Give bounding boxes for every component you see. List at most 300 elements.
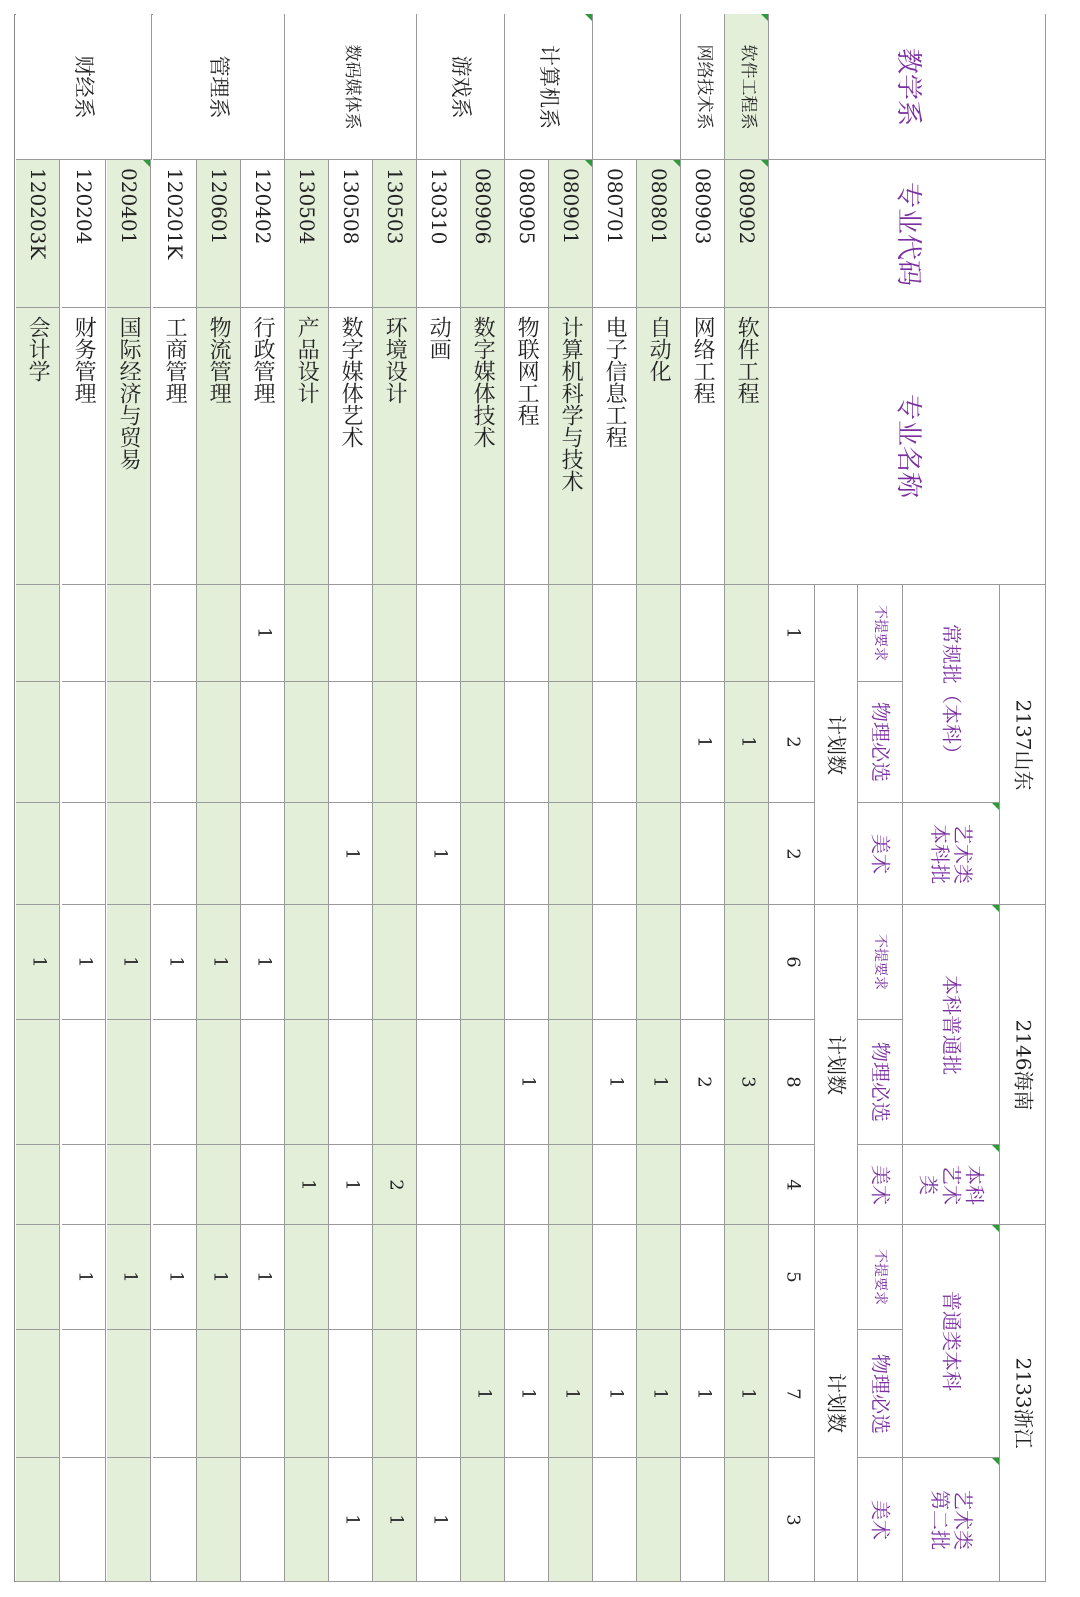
province-name: 2146海南 xyxy=(1011,1019,1035,1110)
value-cell xyxy=(417,1225,461,1330)
plan-count-label: 计划数 xyxy=(824,714,849,775)
value-cell xyxy=(549,1020,593,1145)
value-cell xyxy=(153,1145,197,1225)
value-cell xyxy=(417,905,461,1020)
value-cell xyxy=(373,1020,417,1145)
table-row-name xyxy=(417,308,461,585)
value-cell xyxy=(637,1458,681,1582)
value-cell xyxy=(417,1020,461,1145)
value-cell xyxy=(62,682,106,803)
plan-total-cell xyxy=(769,585,815,682)
department-name: 游戏系 xyxy=(448,55,473,118)
value-cell xyxy=(549,1458,593,1582)
table-row-name xyxy=(241,308,285,585)
value-text: 1 xyxy=(252,1271,274,1283)
table-row-code xyxy=(637,160,681,308)
department-cell xyxy=(285,14,417,160)
table-row-code xyxy=(16,160,60,308)
name-text: 电子信息工程 xyxy=(602,316,628,448)
value-cell xyxy=(16,1225,60,1330)
value-cell xyxy=(549,803,593,905)
name-text: 数字媒体技术 xyxy=(470,316,496,448)
table-row-name xyxy=(329,308,373,585)
code-text: 130503 xyxy=(383,168,407,245)
table-row-code xyxy=(549,160,593,308)
value-text: 1 xyxy=(164,956,186,968)
province-name: 2133浙江 xyxy=(1011,1357,1035,1449)
value-cell xyxy=(461,1225,505,1330)
value-cell xyxy=(16,682,60,803)
requirement-label: 物理必选 xyxy=(868,1353,893,1434)
code-text: 080801 xyxy=(647,168,671,245)
name-text: 计算机科学与技术 xyxy=(558,316,584,492)
value-cell xyxy=(373,1145,417,1225)
value-cell xyxy=(197,585,241,682)
value-text: 1 xyxy=(27,956,49,968)
value-cell xyxy=(241,803,285,905)
plan-total-cell xyxy=(769,682,815,803)
value-cell xyxy=(637,1330,681,1458)
value-cell xyxy=(681,905,725,1020)
code-text: 080905 xyxy=(515,168,539,245)
value-cell xyxy=(725,1020,769,1145)
value-cell xyxy=(593,585,637,682)
value-cell xyxy=(107,803,151,905)
requirement-header xyxy=(858,1225,903,1330)
value-cell xyxy=(197,682,241,803)
value-text: 1 xyxy=(428,1513,450,1526)
value-cell xyxy=(681,1458,725,1582)
value-cell xyxy=(62,905,106,1020)
value-cell xyxy=(593,803,637,905)
value-cell xyxy=(62,585,106,682)
batch-name: 本科普通批 xyxy=(939,974,964,1075)
value-text: 1 xyxy=(648,1076,670,1088)
value-cell xyxy=(549,1225,593,1330)
value-cell xyxy=(285,1225,329,1330)
value-cell xyxy=(107,905,151,1020)
requirement-header xyxy=(858,803,903,905)
value-cell xyxy=(461,682,505,803)
value-cell xyxy=(153,585,197,682)
value-cell xyxy=(505,682,549,803)
value-cell xyxy=(241,1458,285,1582)
value-text: 1 xyxy=(118,956,140,968)
name-text: 软件工程 xyxy=(734,316,760,404)
value-cell xyxy=(373,803,417,905)
value-cell xyxy=(153,803,197,905)
department-name: 财经系 xyxy=(71,55,96,118)
batch-header xyxy=(903,1145,1000,1225)
name-text: 环境设计 xyxy=(382,316,408,404)
plan-count-header xyxy=(815,585,858,905)
value-cell xyxy=(417,1330,461,1458)
value-cell xyxy=(637,905,681,1020)
table-row-code xyxy=(62,160,106,308)
requirement-label: 美术 xyxy=(868,1164,893,1205)
name-text: 会计学 xyxy=(25,316,51,382)
requirement-header xyxy=(858,1020,903,1145)
name-text: 工商管理 xyxy=(162,316,188,404)
code-text: 080902 xyxy=(735,168,759,245)
table-row-code xyxy=(725,160,769,308)
plan-total: 5 xyxy=(781,1271,803,1283)
value-cell xyxy=(637,1020,681,1145)
department-cell xyxy=(725,14,769,160)
batch-header xyxy=(903,1225,1000,1458)
value-text: 1 xyxy=(208,1271,230,1283)
value-cell xyxy=(549,1145,593,1225)
requirement-header xyxy=(858,1145,903,1225)
name-text: 物联网工程 xyxy=(514,316,540,426)
batch-name: 常规批（本科） xyxy=(939,623,964,764)
plan-total: 7 xyxy=(781,1387,803,1400)
value-cell xyxy=(197,905,241,1020)
plan-total: 3 xyxy=(781,1513,803,1526)
value-cell xyxy=(461,1020,505,1145)
table-row-name xyxy=(62,308,106,585)
name-text: 行政管理 xyxy=(250,316,276,404)
code-text: 080906 xyxy=(471,168,495,245)
value-cell xyxy=(681,803,725,905)
value-cell xyxy=(107,1458,151,1582)
value-cell xyxy=(153,1225,197,1330)
table-row-name xyxy=(725,308,769,585)
plan-total: 2 xyxy=(781,847,803,860)
value-text: 1 xyxy=(516,1076,538,1088)
value-cell xyxy=(241,682,285,803)
value-text: 3 xyxy=(736,1076,758,1088)
value-cell xyxy=(549,585,593,682)
value-cell xyxy=(285,803,329,905)
plan-total: 4 xyxy=(781,1178,803,1191)
table-row-code xyxy=(285,160,329,308)
value-text: 1 xyxy=(164,1271,186,1283)
value-cell xyxy=(373,905,417,1020)
value-cell xyxy=(107,585,151,682)
value-cell xyxy=(285,682,329,803)
plan-count-label: 计划数 xyxy=(824,1034,849,1095)
value-cell xyxy=(461,1330,505,1458)
table-row-code xyxy=(329,160,373,308)
value-cell xyxy=(505,1145,549,1225)
value-cell xyxy=(373,1330,417,1458)
value-cell xyxy=(725,1225,769,1330)
value-text: 1 xyxy=(73,956,95,968)
plan-total-cell xyxy=(769,1458,815,1582)
value-cell xyxy=(197,1225,241,1330)
value-cell xyxy=(62,1458,106,1582)
value-cell xyxy=(505,585,549,682)
value-cell xyxy=(725,682,769,803)
value-cell xyxy=(373,682,417,803)
value-text: 1 xyxy=(648,1387,670,1400)
value-cell xyxy=(725,905,769,1020)
code-text: 080701 xyxy=(603,168,627,245)
code-text: 120203K xyxy=(26,168,50,260)
value-cell xyxy=(593,1225,637,1330)
department-name: 数码媒体系 xyxy=(341,44,362,129)
value-cell xyxy=(549,905,593,1020)
table-row-code xyxy=(373,160,417,308)
value-cell xyxy=(241,1020,285,1145)
requirement-header xyxy=(858,905,903,1020)
value-cell xyxy=(725,585,769,682)
value-cell xyxy=(153,905,197,1020)
value-cell xyxy=(681,1020,725,1145)
value-cell xyxy=(107,1145,151,1225)
value-text: 2 xyxy=(384,1178,406,1191)
code-text: 020401 xyxy=(117,168,141,245)
requirement-label: 美术 xyxy=(868,1499,893,1540)
plan-total-cell xyxy=(769,1330,815,1458)
name-text: 动画 xyxy=(426,316,452,360)
value-cell xyxy=(16,585,60,682)
province-header xyxy=(1000,585,1046,905)
batch-name: 艺术类 本科批 xyxy=(928,823,975,884)
value-cell xyxy=(107,1020,151,1145)
value-cell xyxy=(681,1225,725,1330)
value-cell xyxy=(62,1330,106,1458)
table-row-name xyxy=(373,308,417,585)
code-text: 080903 xyxy=(691,168,715,245)
value-cell xyxy=(505,1225,549,1330)
code-text: 120204 xyxy=(72,168,96,245)
batch-header xyxy=(903,905,1000,1145)
value-cell xyxy=(329,905,373,1020)
batch-name: 艺术类 第二批 xyxy=(928,1489,975,1550)
value-cell xyxy=(285,1330,329,1458)
requirement-label: 不提要求 xyxy=(872,934,889,990)
value-cell xyxy=(16,1458,60,1582)
value-cell xyxy=(153,682,197,803)
value-cell xyxy=(241,1330,285,1458)
header-code xyxy=(769,160,1046,308)
value-cell xyxy=(593,1458,637,1582)
batch-name: 本科 艺术 类 xyxy=(916,1164,987,1205)
requirement-header xyxy=(858,1458,903,1582)
value-cell xyxy=(461,585,505,682)
value-cell xyxy=(681,585,725,682)
table-row-name xyxy=(593,308,637,585)
value-cell xyxy=(417,585,461,682)
value-cell xyxy=(153,1330,197,1458)
value-cell xyxy=(681,1330,725,1458)
value-cell xyxy=(725,1330,769,1458)
value-cell xyxy=(725,1145,769,1225)
value-cell xyxy=(153,1020,197,1145)
value-cell xyxy=(681,1145,725,1225)
province-header xyxy=(1000,905,1046,1225)
table-row-name xyxy=(285,308,329,585)
value-cell xyxy=(16,905,60,1020)
plan-total-cell xyxy=(769,803,815,905)
name-text: 自动化 xyxy=(646,316,672,382)
value-cell xyxy=(637,803,681,905)
value-cell xyxy=(549,682,593,803)
table-row-name xyxy=(16,308,60,585)
plan-count-header xyxy=(815,1225,858,1582)
plan-total: 1 xyxy=(781,627,803,639)
plan-total: 8 xyxy=(781,1076,803,1088)
value-cell xyxy=(329,803,373,905)
value-cell xyxy=(505,1330,549,1458)
value-cell xyxy=(285,1458,329,1582)
value-cell xyxy=(373,1225,417,1330)
value-text: 1 xyxy=(252,956,274,968)
table-row-code xyxy=(241,160,285,308)
name-text: 国际经济与贸易 xyxy=(116,316,142,470)
value-cell xyxy=(725,1458,769,1582)
plan-total: 6 xyxy=(781,956,803,968)
value-cell xyxy=(593,682,637,803)
plan-total-cell xyxy=(769,905,815,1020)
value-cell xyxy=(153,1458,197,1582)
value-text: 1 xyxy=(118,1271,140,1283)
header-department-label: 教学系 xyxy=(892,47,923,126)
requirement-label: 物理必选 xyxy=(868,1042,893,1122)
value-text: 1 xyxy=(736,736,758,748)
name-text: 产品设计 xyxy=(294,316,320,404)
value-cell xyxy=(62,1020,106,1145)
department-name: 管理系 xyxy=(206,55,231,118)
plan-total-cell xyxy=(769,1145,815,1225)
value-cell xyxy=(505,1458,549,1582)
department-cell xyxy=(505,14,593,160)
code-text: 130508 xyxy=(339,168,363,245)
code-text: 080901 xyxy=(559,168,583,245)
table-row-name xyxy=(153,308,197,585)
value-cell xyxy=(461,1145,505,1225)
value-cell xyxy=(417,1145,461,1225)
value-text: 2 xyxy=(692,1076,714,1088)
value-text: 1 xyxy=(604,1076,626,1088)
value-text: 1 xyxy=(692,1387,714,1400)
value-cell xyxy=(241,585,285,682)
value-cell xyxy=(107,1330,151,1458)
value-cell xyxy=(725,803,769,905)
value-cell xyxy=(62,1225,106,1330)
value-cell xyxy=(637,1145,681,1225)
value-text: 1 xyxy=(604,1387,626,1400)
requirement-label: 不提要求 xyxy=(872,1249,889,1305)
value-cell xyxy=(593,1020,637,1145)
code-text: 130310 xyxy=(427,168,451,245)
value-cell xyxy=(593,905,637,1020)
department-cell xyxy=(153,14,285,160)
value-text: 1 xyxy=(340,1178,362,1191)
value-cell xyxy=(329,682,373,803)
value-cell xyxy=(62,1145,106,1225)
name-text: 物流管理 xyxy=(206,316,232,404)
plan-total-cell xyxy=(769,1225,815,1330)
name-text: 财务管理 xyxy=(71,316,97,404)
value-cell xyxy=(329,1225,373,1330)
header-department xyxy=(769,14,1046,160)
value-text: 1 xyxy=(472,1387,494,1400)
plan-count-header xyxy=(815,905,858,1225)
table-row-code xyxy=(461,160,505,308)
value-cell xyxy=(329,1145,373,1225)
code-text: 120201K xyxy=(163,168,187,260)
value-text: 1 xyxy=(560,1387,582,1400)
value-cell xyxy=(107,1225,151,1330)
batch-header xyxy=(903,585,1000,803)
value-cell xyxy=(241,1225,285,1330)
code-text: 120402 xyxy=(251,168,275,245)
value-cell xyxy=(373,585,417,682)
table-row-code xyxy=(197,160,241,308)
plan-count-label: 计划数 xyxy=(824,1373,849,1433)
header-name-label: 专业名称 xyxy=(892,393,923,499)
table-row-code xyxy=(417,160,461,308)
value-cell xyxy=(505,905,549,1020)
table-row-code xyxy=(153,160,197,308)
requirement-header xyxy=(858,1330,903,1458)
value-text: 1 xyxy=(340,847,362,860)
value-cell xyxy=(197,1330,241,1458)
value-cell xyxy=(461,905,505,1020)
table-row-name xyxy=(107,308,151,585)
table-row-name xyxy=(549,308,593,585)
requirement-header xyxy=(858,585,903,682)
value-cell xyxy=(549,1330,593,1458)
value-cell xyxy=(329,1020,373,1145)
table-row-name xyxy=(637,308,681,585)
province-header xyxy=(1000,1225,1046,1582)
plan-total: 2 xyxy=(781,736,803,748)
table-row-code xyxy=(107,160,151,308)
value-cell xyxy=(16,803,60,905)
department-name: 计算机系 xyxy=(536,44,561,129)
table-row-name xyxy=(461,308,505,585)
batch-header xyxy=(903,1458,1000,1582)
value-cell xyxy=(505,803,549,905)
table-row-name xyxy=(505,308,549,585)
value-cell xyxy=(285,905,329,1020)
value-cell xyxy=(285,585,329,682)
batch-header xyxy=(903,803,1000,905)
plan-total-cell xyxy=(769,1020,815,1145)
value-cell xyxy=(373,1458,417,1582)
value-cell xyxy=(329,1330,373,1458)
table-row-code xyxy=(593,160,637,308)
value-text: 1 xyxy=(296,1178,318,1191)
department-cell xyxy=(16,14,152,160)
table-row-code xyxy=(505,160,549,308)
province-name: 2137山东 xyxy=(1011,699,1035,790)
value-cell xyxy=(16,1020,60,1145)
value-cell xyxy=(329,1458,373,1582)
department-name: 软件工程系 xyxy=(737,44,758,129)
value-text: 1 xyxy=(692,736,714,748)
requirement-label: 不提要求 xyxy=(872,605,889,661)
value-cell xyxy=(16,1145,60,1225)
value-text: 1 xyxy=(340,1513,362,1526)
value-cell xyxy=(241,905,285,1020)
value-cell xyxy=(681,682,725,803)
value-text: 1 xyxy=(73,1271,95,1283)
value-cell xyxy=(505,1020,549,1145)
value-cell xyxy=(285,1020,329,1145)
value-cell xyxy=(241,1145,285,1225)
table-row-name xyxy=(681,308,725,585)
value-text: 1 xyxy=(516,1387,538,1400)
department-cell xyxy=(681,14,725,160)
value-cell xyxy=(197,803,241,905)
department-cell xyxy=(593,14,681,160)
value-cell xyxy=(637,682,681,803)
